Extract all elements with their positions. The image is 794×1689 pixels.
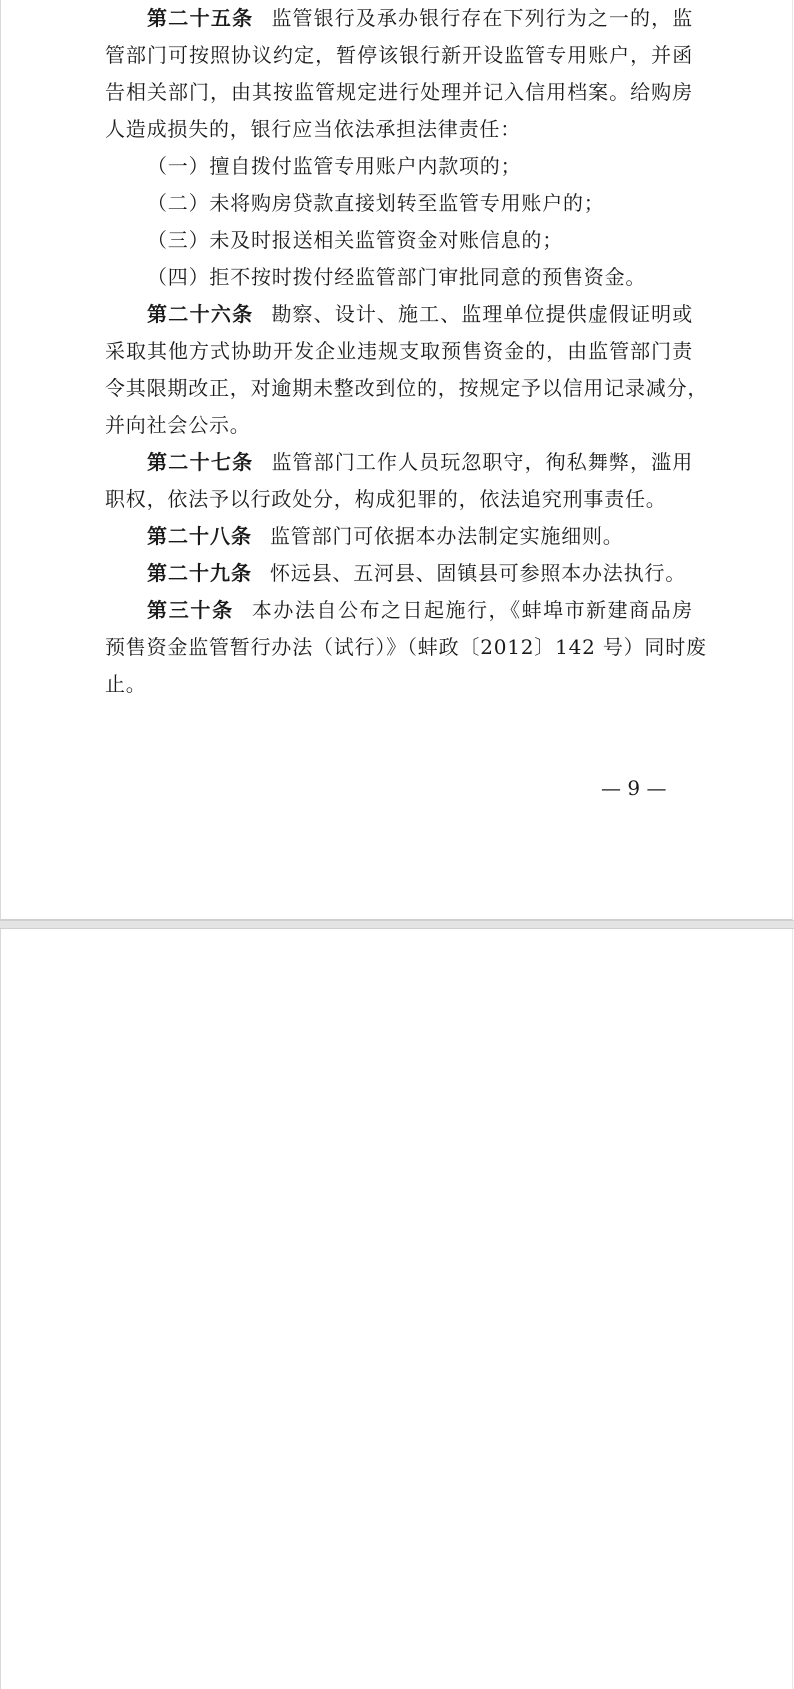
article-27-line-2: 职权，依法予以行政处分，构成犯罪的，依法追究刑事责任。 bbox=[105, 487, 667, 511]
article-text: 监管部门可依据本办法制定实施细则。 bbox=[270, 524, 624, 548]
list-item-2: （二）未将购房贷款直接划转至监管专用账户的； bbox=[147, 191, 605, 215]
article-26-line-4: 并向社会公示。 bbox=[105, 413, 251, 437]
article-25-line-4: 人造成损失的，银行应当依法承担法律责任： bbox=[105, 117, 521, 141]
article-text: 监管银行及承办银行存在下列行为之一的，监 bbox=[271, 6, 694, 30]
article-26-line-3: 令其限期改正，对逾期未整改到位的，按规定予以信用记录减分， bbox=[105, 376, 709, 400]
article-30-line-3: 止。 bbox=[105, 672, 147, 696]
article-25-line-2: 管部门可按照协议约定，暂停该银行新开设监管专用账户，并函 bbox=[105, 43, 693, 67]
page-number: — 9 — bbox=[601, 776, 667, 800]
document-page-10 bbox=[0, 929, 793, 1689]
article-heading: 第二十九条 bbox=[147, 561, 252, 585]
article-heading: 第二十七条 bbox=[147, 450, 254, 474]
article-29-line-1 bbox=[105, 553, 693, 593]
list-item-4: （四）拒不按时拨付经监管部门审批同意的预售资金。 bbox=[147, 265, 647, 289]
article-28-line-1 bbox=[105, 516, 693, 556]
article-26-line-2: 采取其他方式协助开发企业违规支取预售资金的，由监管部门责 bbox=[105, 339, 693, 363]
article-25-line-3: 告相关部门，由其按监管规定进行处理并记入信用档案。给购房 bbox=[105, 80, 693, 104]
article-30-line-1 bbox=[105, 590, 693, 630]
article-26-line-1 bbox=[105, 294, 693, 334]
article-text: 本办法自公布之日起施行，《蚌埠市新建商品房 bbox=[251, 598, 693, 622]
article-27-line-1 bbox=[105, 442, 693, 482]
page-separator bbox=[0, 920, 794, 929]
article-heading: 第二十六条 bbox=[147, 302, 254, 326]
article-heading: 第二十五条 bbox=[147, 6, 254, 30]
article-heading: 第三十条 bbox=[147, 598, 234, 622]
list-item-1: （一）擅自拨付监管专用账户内款项的； bbox=[147, 154, 522, 178]
article-text: 勘察、设计、施工、监理单位提供虚假证明或 bbox=[271, 302, 694, 326]
list-item-3: （三）未及时报送相关监管资金对账信息的； bbox=[147, 228, 563, 252]
article-25-line-1 bbox=[105, 0, 693, 38]
article-text: 监管部门工作人员玩忽职守，徇私舞弊，滥用 bbox=[271, 450, 694, 474]
article-30-line-2: 预售资金监管暂行办法（试行）》（蚌政〔2012〕142 号）同时废 bbox=[105, 635, 707, 659]
article-heading: 第二十八条 bbox=[147, 524, 252, 548]
article-text: 怀远县、五河县、固镇县可参照本办法执行。 bbox=[270, 561, 686, 585]
